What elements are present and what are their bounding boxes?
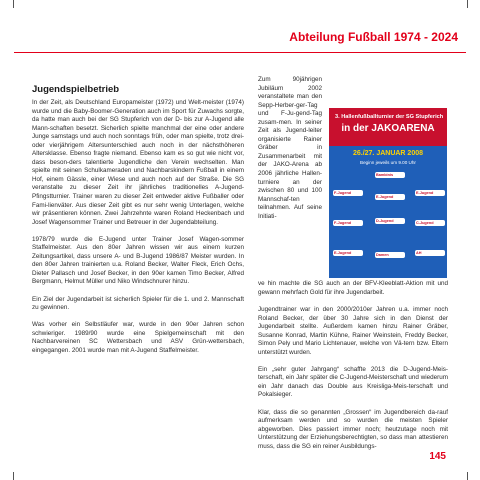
poster-time: Beginn jeweils um 9.00 Uhr <box>360 160 416 165</box>
poster-team: E-Jugend <box>375 194 405 200</box>
crop-mark <box>467 472 468 480</box>
poster-team: Damen <box>375 252 405 258</box>
paragraph: ve hin machte die SG auch an der BFV-Kleeblatt-Aktion mit und gewann mehrfach Gold für ihre Jugendarbeit. <box>258 280 448 296</box>
crop-mark <box>13 0 14 8</box>
section-title: Jugendspielbetrieb <box>32 84 120 95</box>
paragraph: Was vorher ein Selbstläufer war, wurde in den 90er Jahren schon schwieriger. 1989/90 wurde eine Spielgemeinschaft mit den Nachbarvereinen SC Wettersbach und ASV Grün-wettersbach, eingegangen. 2001 wurde man mit A-Jugend Staffelmeister. <box>32 321 244 354</box>
text-column-right <box>258 306 448 460</box>
crop-mark <box>13 472 14 480</box>
paragraph: Jugendtrainer war in den 2000/2010er Jahren u.a. immer noch Roland Becker, der über 30 Jahre sich in den Dienst der Jugendarbeit stellte. Außerdem kamen hinzu Rainer Gräber, Susanne Konrad, Martin Kühne, Rainer Weinstein, Freddy Becker, Simon Pely und Mario Lichtenauer, welche von Vä-tern bzw. Eltern unterstützt wurden. <box>258 306 448 356</box>
text-column-left <box>32 99 244 364</box>
tournament-poster <box>329 108 447 278</box>
text-column-mid <box>258 76 322 230</box>
paragraph: Ein Ziel der Jugendarbeit ist sicherlich Spieler für die 1. und 2. Mannschaft zu gewinnen. <box>32 295 244 312</box>
poster-team: E-Jugend <box>415 190 445 196</box>
paragraph: Ein „sehr guter Jahrgang“ schaffte 2013 die D-Jugend-Meis-terschaft, ein Jahr später die C-Jugend-Meisterschaft und wiederum ein Jahr danach das Double aus Kreisliga-Meis-terschaft und Pokalsieger. <box>258 365 448 399</box>
crop-mark <box>467 0 468 8</box>
poster-team: C-Jugend <box>415 220 445 226</box>
poster-team: D-Jugend <box>375 218 405 224</box>
poster-date: 26./27. JANUAR 2008 <box>352 150 424 157</box>
paragraph: In der Zeit, als Deutschland Europameister (1972) und Welt-meister (1974) wurde und die Baby-Boomer-Generation auch im Sport für Zuwachs sorgte, da hatte man auch bei der SG Stupferich von der D- bis zur A-Jugend alle Mann-schaften besetzt. Sicherlich spielte manchmal der eine oder andere Junge samstags und auch noch sonntags früh, oder man spielte, trotz drei- oder vierjährigem Altersunterschied auch noch in der nächsthöheren Altersklasse. Ebenso fragte niemand. Ebenso kam es so gut wie nicht vor, dass beson-ders talentierte Jugendliche den Verein wechselten. Man spielte mit seinen Schulkameraden und Nachbarskindern Fußball in einem Hof, einem Gässle, einer Wiese und auch noch auf der Straße. Die SG veranstalte zu dieser Zeit ihr jährliches traditionelles A-Jugend-Pfingstturnier. Trainer waren zu dieser Zeit entweder aktive Fußballer oder Fami-lienväter. Aus dieser Zeit gibt es nur sehr wenig Unterlagen, welche wir präsentieren können. Zwei Jahrzehnte waren Roland Heckenbach und Josef Wagensommer Trainer und Betreuer in der Jugendabteilung. <box>32 99 244 226</box>
text-column-right-lead <box>258 280 448 306</box>
paragraph: Zum 90jährigen Jubiläum 2002 veranstaltete man den Sepp-Herber-ger-Tag und F-Ju-gend-Tag zusam-men. In seiner Zeit als Jugend-leiter organisierte Rainer Gräber in Zusammenarbeit mit der JAKO-Arena ab 2006 jährliche Hallen-turniere an der zwischen 80 und 100 Mannschaf-ten teilnahmen. Auf seine Initiati- <box>258 76 322 220</box>
poster-line1: 3. Hallenfußballturnier der SG Stupferich <box>335 114 444 120</box>
paragraph: Klar, dass die so genannten „Grossen“ im Jugendbereich da-rauf aufmerksam werden und so wurden die meisten Spieler abgeworben. Dies passiert immer noch; heutzutage noch mit Unterstützung der Erziehungsberechtigten, so dass man attestieren muss, dass die SG ein reiner Ausbildungs- <box>258 408 448 450</box>
poster-line2: in der JAKOARENA <box>341 123 435 134</box>
poster-team: E-Jugend <box>333 250 363 256</box>
header-divider <box>14 52 466 53</box>
paragraph: 1978/79 wurde die E-Jugend unter Trainer Josef Wagen-sommer Staffelmeister. Aus den 80er Jahren wissen wir aus einem kurzen Zeitungsartikel, dass unsere A- und B-Jugend 1986/87 Meister wurden. In den 80er Jahren trainierten u.a. Roland Becker, Walter Fleck, Erich Ochs, Dieter Pallasch und Josef Becker, in den 90er kamen Timo Becker, Alfred Bergmann, Helmut Müller und Niko Windschnurer hinzu. <box>32 235 244 286</box>
poster-team: Bambinis <box>375 172 405 178</box>
poster-team: F-Jugend <box>333 190 363 196</box>
page-header-title: Abteilung Fußball 1974 - 2024 <box>289 30 458 44</box>
page-number: 145 <box>429 451 446 462</box>
poster-team: AH <box>415 250 445 256</box>
poster-team: F-Jugend <box>333 220 363 226</box>
